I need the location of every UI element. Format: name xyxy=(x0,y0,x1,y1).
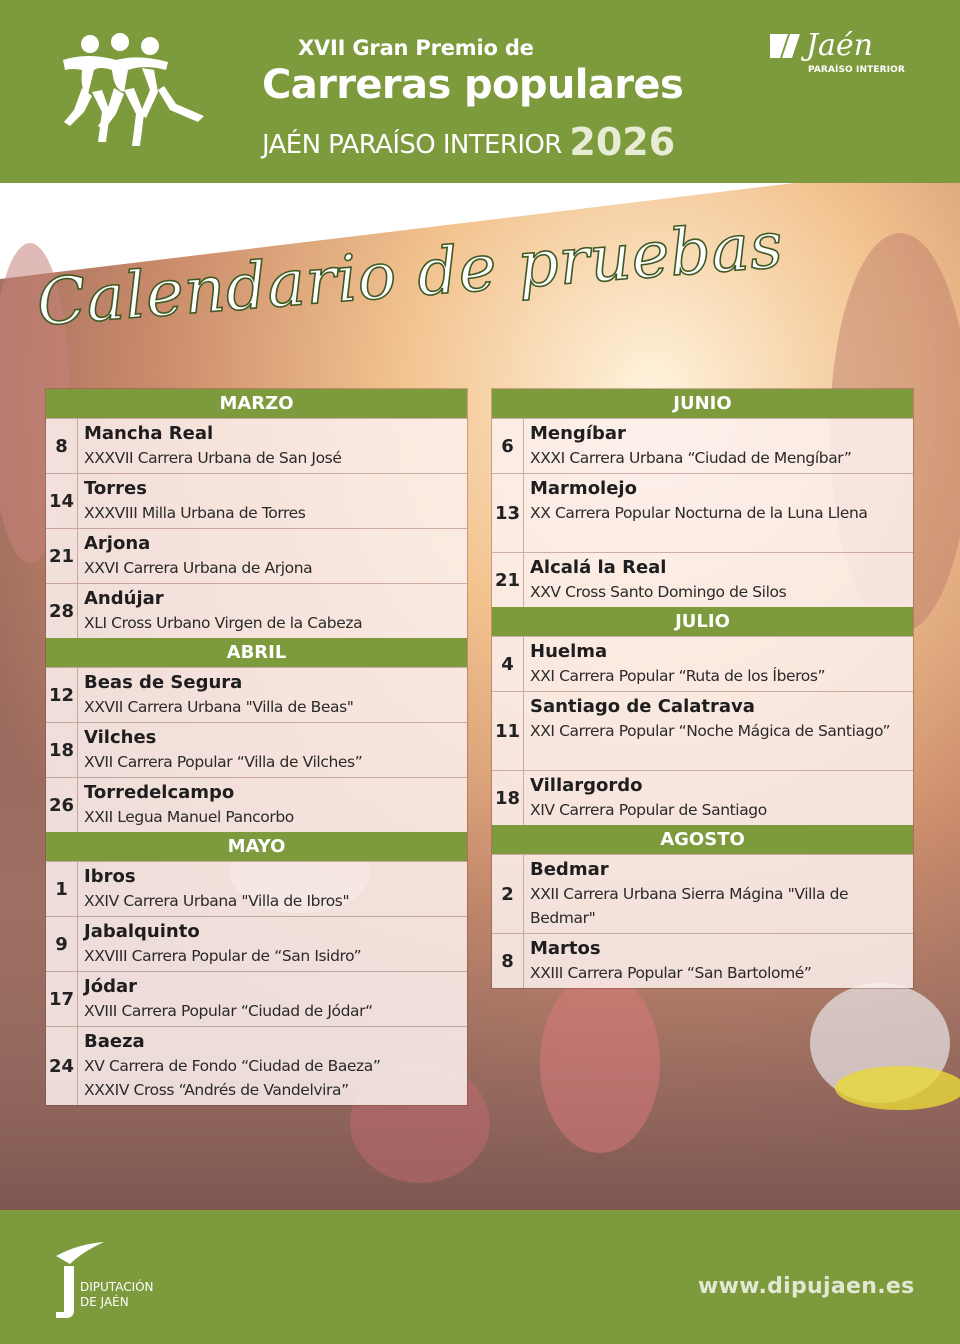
website-link[interactable]: www.dipujaen.es xyxy=(698,1274,915,1299)
event-town: Torres xyxy=(84,478,147,499)
event-race: XXXIV Cross “Andrés de Vandelvira” xyxy=(84,1081,349,1099)
event-race: XXIV Carrera Urbana "Villa de Ibros" xyxy=(84,892,350,910)
event-day: 18 xyxy=(492,771,524,825)
event-day: 2 xyxy=(492,855,524,933)
event-row xyxy=(492,933,913,988)
event-day: 8 xyxy=(492,934,524,988)
jaen-mark-icon xyxy=(770,32,800,58)
month-header: JULIO xyxy=(492,607,913,636)
header-line-1: XVII Gran Premio de xyxy=(298,36,534,60)
event-town: Beas de Segura xyxy=(84,672,243,693)
header-line-2: Carreras populares xyxy=(262,62,684,108)
month-header: JUNIO xyxy=(492,389,913,418)
month-header: MARZO xyxy=(46,389,467,418)
org-line-1: DIPUTACIÓN xyxy=(80,1280,154,1294)
event-race: XXI Carrera Popular “Noche Mágica de Santiago” xyxy=(530,722,891,740)
event-race: XXXI Carrera Urbana “Ciudad de Mengíbar” xyxy=(530,449,852,467)
event-row xyxy=(46,777,467,832)
month-header: MAYO xyxy=(46,832,467,861)
event-race: XIV Carrera Popular de Santiago xyxy=(530,801,767,819)
header-line-3 xyxy=(262,118,675,162)
schedule-left-column xyxy=(45,388,468,1106)
event-race: XXXVIII Milla Urbana de Torres xyxy=(84,504,306,522)
event-town: Jabalquinto xyxy=(84,921,200,942)
event-row xyxy=(46,722,467,777)
event-row xyxy=(46,667,467,722)
event-town: Alcalá la Real xyxy=(530,557,667,578)
event-row xyxy=(492,473,913,552)
event-day: 11 xyxy=(492,692,524,770)
jaen-brand-logo xyxy=(770,28,920,78)
event-row xyxy=(492,418,913,473)
event-row xyxy=(492,691,913,770)
event-race: XXII Legua Manuel Pancorbo xyxy=(84,808,294,826)
month-header: ABRIL xyxy=(46,638,467,667)
event-day: 6 xyxy=(492,419,524,473)
event-race: XVIII Carrera Popular “Ciudad de Jódar“ xyxy=(84,1002,373,1020)
event-race: XXIII Carrera Popular “San Bartolomé” xyxy=(530,964,812,982)
event-day: 14 xyxy=(46,474,78,528)
event-row xyxy=(46,528,467,583)
event-day: 17 xyxy=(46,972,78,1026)
event-race: XLI Cross Urbano Virgen de la Cabeza xyxy=(84,614,363,632)
event-town: Huelma xyxy=(530,641,608,662)
event-row xyxy=(46,583,467,638)
event-day: 4 xyxy=(492,637,524,691)
event-town: Jódar xyxy=(84,976,137,997)
event-race: XXVIII Carrera Popular de “San Isidro” xyxy=(84,947,362,965)
header-banner xyxy=(0,0,960,183)
event-town: Villargordo xyxy=(530,775,643,796)
event-row xyxy=(46,473,467,528)
event-race: XXV Cross Santo Domingo de Silos xyxy=(530,583,787,601)
event-town: Mengíbar xyxy=(530,423,626,444)
event-town: Santiago de Calatrava xyxy=(530,696,755,717)
event-row xyxy=(46,916,467,971)
event-row xyxy=(492,552,913,607)
event-race: XVII Carrera Popular “Villa de Vilches” xyxy=(84,753,363,771)
event-day: 28 xyxy=(46,584,78,638)
event-row xyxy=(46,971,467,1026)
event-day: 9 xyxy=(46,917,78,971)
event-town: Marmolejo xyxy=(530,478,637,499)
event-town: Andújar xyxy=(84,588,164,609)
event-town: Arjona xyxy=(84,533,151,554)
event-day: 21 xyxy=(492,553,524,607)
event-day: 1 xyxy=(46,862,78,916)
header-year: 2026 xyxy=(569,120,676,164)
event-day: 8 xyxy=(46,419,78,473)
header-subtitle: JAÉN PARAÍSO INTERIOR xyxy=(262,130,562,160)
event-race: XXII Carrera Urbana Sierra Mágina "Villa de Bedmar" xyxy=(530,885,849,927)
event-town: Bedmar xyxy=(530,859,609,880)
event-race: XXI Carrera Popular “Ruta de los Íberos” xyxy=(530,667,826,685)
event-town: Vilches xyxy=(84,727,157,748)
event-race: XXVI Carrera Urbana de Arjona xyxy=(84,559,313,577)
footer-banner xyxy=(0,1210,960,1344)
month-header: AGOSTO xyxy=(492,825,913,854)
brand-subtitle: PARAÍSO INTERIOR xyxy=(808,65,905,75)
event-town: Ibros xyxy=(84,866,136,887)
event-day: 24 xyxy=(46,1027,78,1105)
event-day: 21 xyxy=(46,529,78,583)
diputacion-name xyxy=(80,1280,154,1310)
calendar-title: Calendario de pruebas xyxy=(34,208,786,341)
event-row xyxy=(46,861,467,916)
event-row xyxy=(492,854,913,933)
event-row xyxy=(46,418,467,473)
brand-name: Jaén xyxy=(806,28,873,63)
event-row xyxy=(492,770,913,825)
event-town: Torredelcampo xyxy=(84,782,235,803)
event-race: XXXVII Carrera Urbana de San José xyxy=(84,449,342,467)
org-line-2: DE JAÉN xyxy=(80,1295,129,1309)
event-day: 12 xyxy=(46,668,78,722)
event-day: 26 xyxy=(46,778,78,832)
event-town: Baeza xyxy=(84,1031,145,1052)
event-race: XV Carrera de Fondo “Ciudad de Baeza” xyxy=(84,1057,381,1075)
event-day: 13 xyxy=(492,474,524,552)
event-day: 18 xyxy=(46,723,78,777)
runners-logo-icon xyxy=(58,30,208,150)
event-town: Mancha Real xyxy=(84,423,214,444)
event-race: XXVII Carrera Urbana "Villa de Beas" xyxy=(84,698,354,716)
event-row xyxy=(46,1026,467,1105)
event-town: Martos xyxy=(530,938,601,959)
schedule-right-column xyxy=(491,388,914,989)
event-race: XX Carrera Popular Nocturna de la Luna Llena xyxy=(530,504,868,522)
event-row xyxy=(492,636,913,691)
